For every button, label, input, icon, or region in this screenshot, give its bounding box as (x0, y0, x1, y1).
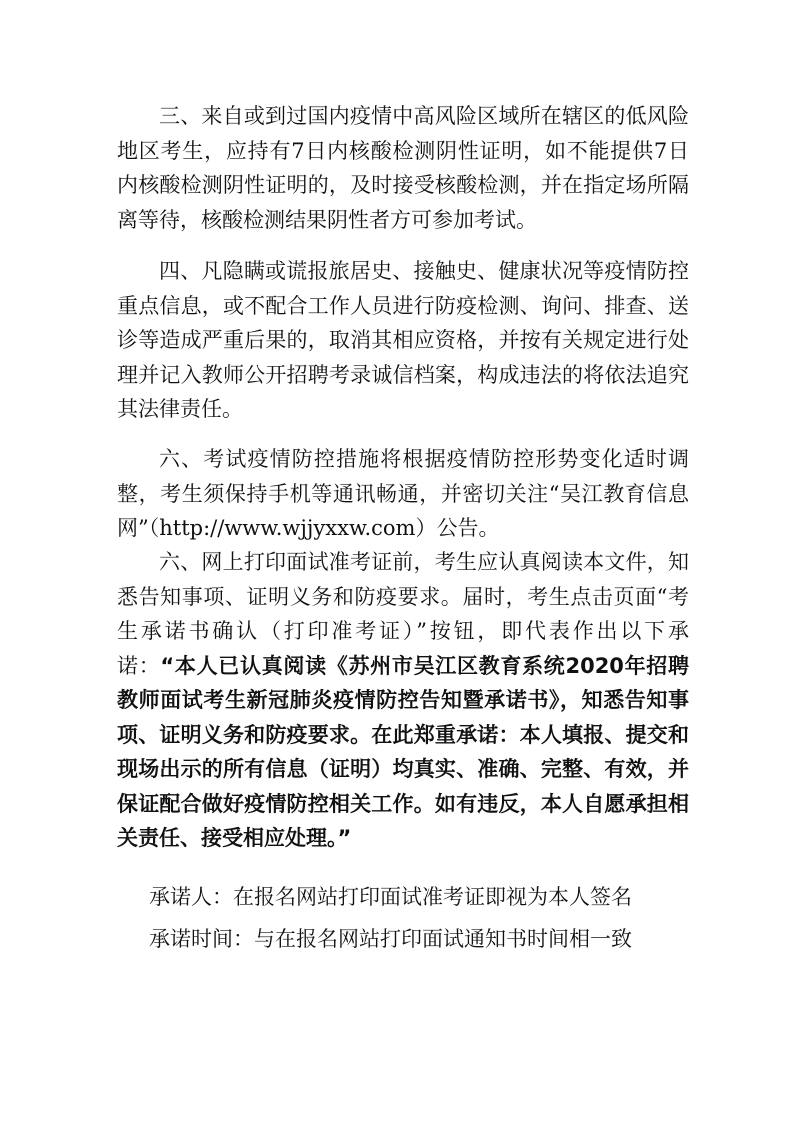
paragraph-item-6-notice: 六、考试疫情防控措施将根据疫情防控形势变化适时调整，考生须保持手机等通讯畅通，并密切关注“吴江教育信息网”（http://www.wjjyxxw.com）公告。 (117, 447, 689, 540)
promisor-line: 承诺人：在报名网站打印面试准考证即视为本人签名 (149, 885, 632, 909)
promise-time-line: 承诺时间：与在报名网站打印面试通知书时间相一致 (149, 927, 632, 951)
paragraph-item-6-commitment (117, 545, 689, 856)
paragraph-item-4: 四、凡隐瞒或谎报旅居史、接触史、健康状况等疫情防控重点信息，或不配合工作人员进行防疫检测、询问、排查、送诊等造成严重后果的，取消其相应资格，并按有关规定进行处理并记入教师公开招聘考录诚信档案，构成违法的将依法追究其法律责任。 (117, 259, 689, 421)
paragraph-item-3: 三、来自或到过国内疫情中高风险区域所在辖区的低风险地区考生，应持有7日内核酸检测阴性证明，如不能提供7日内核酸检测阴性证明的，及时接受核酸检测，并在指定场所隔离等待，核酸检测结果阴性者方可参加考试。 (117, 104, 689, 232)
commitment-intro-text: 六、网上打印面试准考证前，考生应认真阅读本文件，知悉告知事项、证明义务和防疫要求。届时，考生点击页面“考生承诺书确认（打印准考证）”按钮，即代表作出以下承诺： (117, 550, 689, 678)
commitment-pledge-text: “本人已认真阅读《苏州市吴江区教育系统2020年招聘教师面试考生新冠肺炎疫情防控告知暨承诺书》，知悉告知事项、证明义务和防疫要求。在此郑重承诺：本人填报、提交和现场出示的所有信息（证明）均真实、准确、完整、有效，并保证配合做好疫情防控相关工作。如有违反，本人自愿承担相关责任、接受相应处理。” (117, 653, 690, 850)
